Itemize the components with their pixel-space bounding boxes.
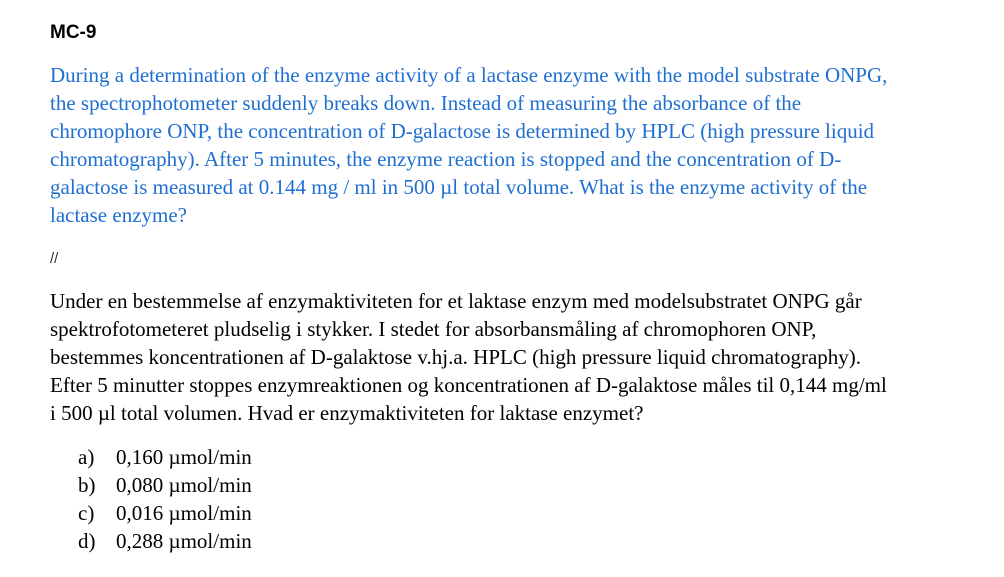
danish-line: Efter 5 minutter stoppes enzymreaktionen og koncentrationen af D-galaktose måles til 0,144 mg/ml xyxy=(50,373,887,397)
option-text: 0,080 µmol/min xyxy=(116,473,252,497)
option-b[interactable] xyxy=(78,471,252,499)
option-letter: d) xyxy=(78,529,96,553)
option-d[interactable] xyxy=(78,527,252,555)
option-letter: a) xyxy=(78,445,95,469)
language-separator: // xyxy=(50,250,59,267)
english-line: During a determination of the enzyme activity of a lactase enzyme with the model substrate ONPG, xyxy=(50,63,888,87)
question-id: MC-9 xyxy=(50,22,97,43)
english-line: chromatography). After 5 minutes, the enzyme reaction is stopped and the concentration of D- xyxy=(50,147,842,171)
danish-line: bestemmes koncentrationen af D-galaktose v.hj.a. HPLC (high pressure liquid chromatography). xyxy=(50,345,862,369)
question-text-english xyxy=(50,61,980,229)
option-text: 0,016 µmol/min xyxy=(116,501,252,525)
english-line: lactase enzyme? xyxy=(50,203,187,227)
option-text: 0,288 µmol/min xyxy=(116,529,252,553)
danish-line: i 500 µl total volumen. Hvad er enzymaktiviteten for laktase enzymet? xyxy=(50,401,644,425)
question-text-danish xyxy=(50,287,980,427)
option-letter: b) xyxy=(78,473,96,497)
option-a[interactable] xyxy=(78,443,252,471)
english-line: galactose is measured at 0.144 mg / ml in 500 µl total volume. What is the enzyme activity of the xyxy=(50,175,868,199)
option-c[interactable] xyxy=(78,499,252,527)
option-text: 0,160 µmol/min xyxy=(116,445,252,469)
option-letter: c) xyxy=(78,501,95,525)
english-line: chromophore ONP, the concentration of D-galactose is determined by HPLC (high pressure liquid xyxy=(50,119,875,143)
danish-line: spektrofotometeret pludselig i stykker. I stedet for absorbansmåling af chromophoren ONP, xyxy=(50,317,817,341)
danish-line: Under en bestemmelse af enzymaktiviteten for et laktase enzym med modelsubstratet ONPG går xyxy=(50,289,862,313)
english-line: the spectrophotometer suddenly breaks down. Instead of measuring the absorbance of the xyxy=(50,91,802,115)
answer-options xyxy=(78,443,252,555)
